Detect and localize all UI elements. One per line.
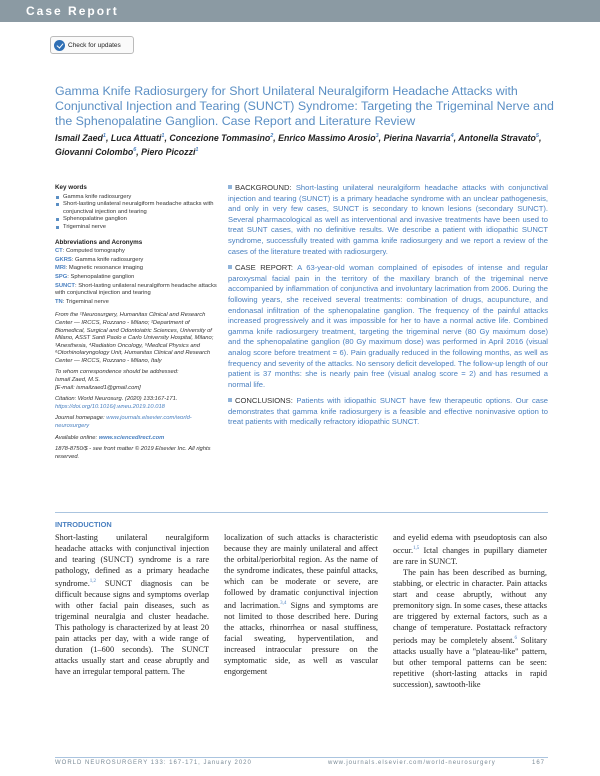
author-name: Enrico Massimo Arosio [278,132,376,143]
body-column-3: and eyelid edema with pseudoptosis can also occur.$^{1,5}$ Ictal changes in pupillary diameter are rare in SUNCT. The pain has been described as burning, stabbing, or electric in character. Pain attacks start and cease abruptly, without any premonitory sign. In some cases, these attacks are triggered by external factors, such as a change of temperature. Postattack refractory periods may be completely absent.$^6$ Solitary attacks usually have a "plateau-like" pattern, but other temporal patterns can be seen: repetitive (short-lasting attacks in rapid succession), sawtooth-like [393,533,547,689]
issn-copyright: 1878-8750/$ - see front matter © 2019 Elsevier Inc. All rights reserved. [55,446,211,460]
check-updates-label: Check for updates [68,41,121,49]
body-column-2: localization of such attacks is characteristic because they are mainly unilateral and affect the orbital/periorbital region. As the name of the syndrome indicates, these painful attacks, which can be moderate or severe, are followed by dramatic conjunctival injection and lacrimation.$^{3,4}$ Signs and symptoms are not limited to those described here. During the attacks, rhinorrhea or nasal stuffiness, facial sweating, hyperventilation, and increased intraocular pressure on the symptomatic side, as well as vascular engorgement [224,533,378,676]
author-name: Luca Attuati [110,132,162,143]
section-band [0,0,600,22]
author-name: Ismail Zaed [55,132,103,143]
author-affiliation-marker: 1 [195,146,199,153]
doi-link[interactable]: https://doi.org/10.1016/j.wneu.2019.10.018 [55,403,165,410]
author-name: Antonella Stravato [458,132,536,143]
footer-divider [55,757,548,758]
section-divider [55,512,548,513]
author-name: Pierina Navarria [383,132,451,143]
check-updates-button[interactable] [50,36,134,54]
sciencedirect-link[interactable]: www.sciencedirect.com [98,434,165,441]
author-name: Giovanni Colombo [55,146,134,157]
abbreviation-item: MRI: Magnetic resonance imaging [55,265,143,272]
article-title: Gamma Knife Radiosurgery for Short Unilateral Neuralgiform Headache Attacks with Conjunctival Injection and Tearing (SUNCT) Syndrome: Targeting the Trigeminal Nerve and the Sphenopalatine Ganglion. Case Report and Literature Review [55,84,554,128]
keyword-item: Gamma knife radiosurgery [55,194,217,202]
intro-heading: INTRODUCTION [55,520,112,529]
keyword-item: Trigeminal nerve [55,224,217,232]
journal-link[interactable]: www.journals.elsevier.com/world-neurosurgery [55,415,192,430]
author-affiliation-marker: 4 [450,133,454,139]
author-affiliation-marker: 3 [375,133,379,139]
abstract-case: CASE REPORT: A 63-year-old woman complained of episodes of intense and regular paroxysmal facial pain in the territory of the maxillary branch of the trigeminal nerve accompanied by inflammation of conjunctiva and involuntary lacrimation from 2006. During the following years, she received several treatments: combination of drugs, acupuncture, and endonasal infiltration of the sphenopalatine ganglion. The frequency of the painful attacks increased progressively and it was impossible for her to have a normal active life. Combined gamma knife radiosurgery treatment, targeting the trigeminal nerve (80 Gy maximum dose) and the sphenopalatine ganglion (80 Gy maximum dose) was performed in April 2016 (visual analog score before treatment = 6). Pain gradually reduced in the following months, as well as frequency and severity of the attacks. No sensory deficit developed. The follow-up length of our patient is 37 months: she is nearly pain free (visual analog score = 2) and has resumed a normal life. [228,263,549,389]
abbreviation-item: TN: Trigeminal nerve [55,298,109,305]
citation: Citation: World Neurosurg. (2020) 133:167-171. https://doi.org/10.1016/j.wneu.2019.10.018 [55,396,178,410]
check-updates-icon [54,40,65,51]
author-affiliation-marker: 5 [535,133,539,139]
keywords-heading: Key words [55,184,87,191]
correspondence-email[interactable]: [E-mail: ismailzaed1@gmail.com] [55,384,141,391]
footer-url[interactable]: www.journals.elsevier.com/world-neurosurgery [328,760,496,766]
author-affiliation-marker: 2 [270,133,274,139]
author-list: Ismail Zaed$^1$, Luca Attuati$^1$, Concezione Tommasino$^2$, Enrico Massimo Arosio$^3$, Pierina Navarria$^4$, Antonella Stravato$^5$, Giovanni Colombo$^6$, Piero Picozzi$^1$ [55,132,542,157]
abstract [228,183,548,434]
author-affiliation-marker: 6 [133,146,137,153]
journal-homepage: Journal homepage: www.journals.elsevier.com/world-neurosurgery [55,415,192,430]
abbreviation-item: CT: Computed tomography [55,248,125,255]
abstract-background: BACKGROUND: Short-lasting unilateral neuralgiform headache attacks with conjunctival injection and tearing (SUNCT) is a primary headache syndrome with an unclear pathogenesis, and only in very few cases, SUNCT is secondary to known lesions (secondary SUNCT). Several pharmacological as well as interventional and invasive treatments have been used to treat SUNT cases, with no definitive results. We describe a patient with idiopathic SUNCT syndrome, successfully treated with gamma knife radiosurgery and we report a review of the cases of the literature treated with radiosurgery. [228,183,548,256]
keyword-item: Sphenopalatine ganglion [55,216,217,224]
section-label: Case Report [26,4,119,18]
affiliations: From the ¹Neurosurgery, Humanitas Clinical and Research Center — IRCCS, Rozzano - Milano; ²Department of Biomedical, Surgical and Odontoiatric Sciences, University of Milano, ASST Santi Paolo e Carlo University Hospital, Milano; ³Anesthesia, ⁴Radiation Oncology, ⁵Medical Physics and ⁶Otorhinolaryngology Unit, Humanitas Clinical and Research Center — IRCCS, Rozzano - Milano, Italy [55,312,214,364]
correspondence: To whom correspondence should be addressed: Ismail Zaed, M.S. [E-mail: ismailzaed1@gmail.com] [55,369,179,391]
sidebar [55,184,217,465]
keyword-item: Short-lasting unilateral neuralgiform headache attacks with conjunctival injection and tearing [55,201,217,216]
body-column-1: Short-lasting unilateral neuralgiform headache attacks with conjunctival injection and tearing (SUNCT) syndrome is a rare pathology, defined as a primary headache syndrome.$^{1,2}$ SUNCT diagnosis can be difficult because signs and symptoms overlap with other facial pain diseases, such as trigeminal neuralgia and cluster headache. This pathology is characterized by at least 20 pain attacks per day, with a wide range of duration (1–600 seconds). The SUNCT attacks usually start and cease abruptly and have an irregular temporal pattern. The [55,533,209,676]
author-name: Piero Picozzi [141,146,196,157]
page-number: 167 [532,760,546,766]
abbreviation-item: SPG: Sphenopalatine ganglion [55,273,135,280]
footer-journal: WORLD NEUROSURGERY 133: 167-171, January 2020 [55,760,252,766]
author-affiliation-marker: 1 [161,133,165,139]
author-name: Concezione Tommasino [169,132,271,143]
abbreviation-item: SUNCT: Short-lasting unilateral neuralgiform headache attacks with conjunctival injection and tearing [55,282,217,297]
available-online: Available online: www.sciencedirect.com [55,434,165,441]
abbreviation-item: GKRS: Gamma knife radiosurgery [55,256,144,263]
abbreviations-heading: Abbreviations and Acronyms [55,238,143,246]
author-affiliation-marker: 1 [102,133,106,139]
keywords-list [55,194,217,232]
abstract-conclusions: CONCLUSIONS: Patients with idiopathic SUNCT have few therapeutic options. Our case demonstrates that gamma knife radiosurgery is a feasible and effective noninvasive option to treat patients with medically refractory idiopathic SUNCT. [228,396,548,427]
